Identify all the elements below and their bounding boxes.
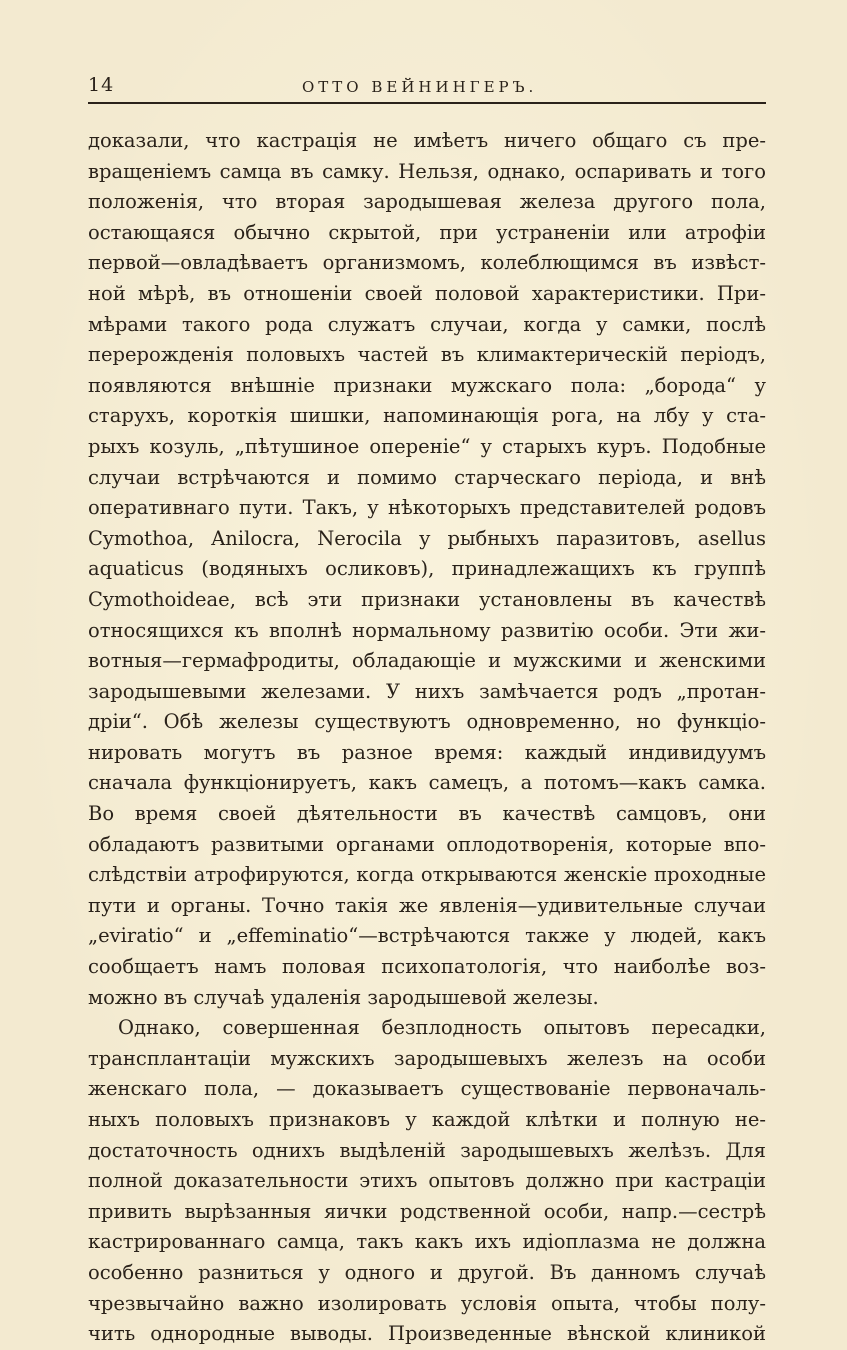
text-line: положенія, что вторая зародышевая железа другого пола, (88, 190, 766, 214)
text-line: слѣдствіи атрофируются, когда открываются женскіе проходные (88, 863, 766, 887)
running-title: ОТТО ВЕЙНИНГЕРЪ. (302, 78, 538, 96)
page-header (88, 74, 766, 102)
text-line: aquaticus (водяныхъ осликовъ), принадлежащихъ къ группѣ (88, 557, 766, 581)
text-line: Однако, совершенная безплодность опытовъ пересадки, (118, 1016, 766, 1040)
text-line: „eviratio“ и „effeminatio“—встрѣчаются также у людей, какъ (88, 924, 766, 948)
text-line: можно въ случаѣ удаленія зародышевой железы. (88, 985, 599, 1009)
text-line: относящихся къ вполнѣ нормальному развитію особи. Эти жи- (88, 618, 766, 642)
text-line: Во время своей дѣятельности въ качествѣ самцовъ, они (88, 802, 766, 826)
text-line: доказали, что кастрація не имѣетъ ничего общаго съ пре- (88, 129, 766, 152)
text-line: дріи“. Обѣ железы существуютъ одновременно, но функціо- (88, 710, 766, 734)
text-line: сначала функціонируетъ, какъ самецъ, а потомъ—какъ самка. (88, 771, 766, 795)
text-line: особенно разниться у одного и другой. Въ данномъ случаѣ (88, 1260, 766, 1284)
text-line: случаи встрѣчаются и помимо старческаго періода, и внѣ (88, 465, 766, 489)
header-rule (88, 102, 766, 104)
text-line: появляются внѣшніе признаки мужскаго пола: „борода“ у (88, 373, 766, 397)
text-line: полной доказательности этихъ опытовъ должно при кастраціи (88, 1169, 766, 1193)
text-line: рыхъ козуль, „пѣтушиное опереніе“ у старыхъ куръ. Подобные (88, 434, 766, 458)
text-line: ной мѣрѣ, въ отношеніи своей половой характеристики. При- (88, 281, 766, 305)
text-line: вотныя—гермафродиты, обладающіе и мужскими и женскими (88, 649, 766, 673)
text-line: остающаяся обычно скрытой, при устраненіи или атрофіи (88, 220, 766, 244)
text-line: вращеніемъ самца въ самку. Нельзя, однако, оспаривать и того (88, 159, 766, 183)
text-line: привить вырѣзанныя яички родственной особи, напр.—сестрѣ (88, 1199, 766, 1223)
text-line: чрезвычайно важно изолировать условія опыта, чтобы полу- (88, 1291, 766, 1315)
text-line: зародышевыми железами. У нихъ замѣчается родъ „протан- (88, 679, 766, 703)
text-line: ныхъ половыхъ признаковъ у каждой клѣтки и полную не- (88, 1108, 766, 1131)
text-line: перерожденія половыхъ частей въ климактерическій періодъ, (88, 343, 766, 367)
text-line: достаточность однихъ выдѣленій зародышевыхъ желѣзъ. Для (88, 1138, 766, 1162)
text-line: Cymothoideae, всѣ эти признаки установлены въ качествѣ (88, 587, 766, 611)
text-line: женскаго пола, — доказываетъ существованіе первоначаль- (88, 1077, 766, 1101)
text-line: мѣрами такого рода служатъ случаи, когда у самки, послѣ (88, 312, 766, 336)
text-line: нировать могутъ въ разное время: каждый индивидуумъ (88, 740, 766, 764)
text-line: кастрированнаго самца, такъ какъ ихъ идіоплазма не должна (88, 1230, 766, 1254)
text-line: трансплантаціи мужскихъ зародышевыхъ железъ на особи (88, 1046, 766, 1070)
text-line: обладаютъ развитыми органами оплодотворенія, которые впо- (88, 832, 766, 856)
text-line: оперативнаго пути. Такъ, у нѣкоторыхъ представителей родовъ (88, 496, 766, 520)
text-line: первой—овладѣваетъ организмомъ, колеблющимся въ извѣст- (88, 251, 766, 275)
text-line: чить однородные выводы. Произведенные вѣнской клиникой (88, 1322, 766, 1346)
text-line: сообщаетъ намъ половая психопатологія, что наиболѣе воз- (88, 955, 766, 979)
body-text (88, 126, 766, 1350)
text-line: Cymothoa, Anilocra, Nerocila у рыбныхъ паразитовъ, asellus (88, 526, 766, 550)
text-line: старухъ, короткія шишки, напоминающія рога, на лбу у ста- (88, 404, 766, 428)
paragraph-2 (88, 1013, 766, 1350)
paragraph-1 (88, 126, 766, 1013)
text-line: пути и органы. Точно такія же явленія—удивительные случаи (88, 893, 766, 917)
page-number: 14 (88, 74, 115, 96)
